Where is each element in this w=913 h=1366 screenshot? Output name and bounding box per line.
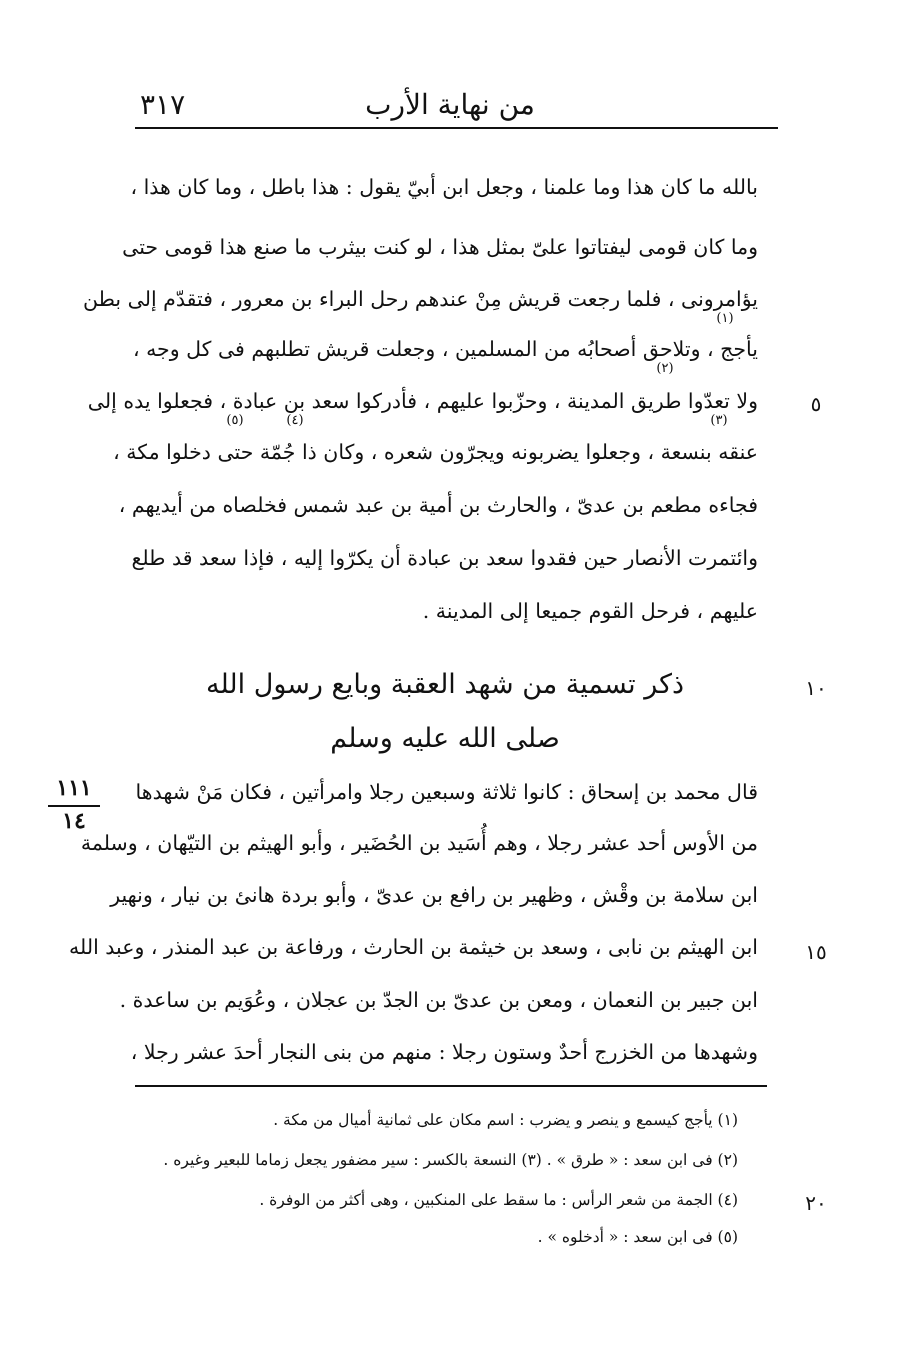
footnote-mark-1: (١) bbox=[716, 311, 734, 326]
body-line-3: يؤامرونى ، فلما رجعت قريش مِنْ عندهم رحل البراء بن معرور ، فتقدّم إلى بطن bbox=[82, 287, 758, 311]
body-line-2: وما كان قومى ليفتاتوا علىّ بمثل هذا ، لو كنت بيثرب ما صنع هذا قومى حتى bbox=[122, 235, 758, 259]
body-line-4: يأجج ، وتلاحق أصحابُه من المسلمين ، وجعلت قريش تطلبهم فى كل وجه ، bbox=[132, 337, 758, 361]
margin-reference-top: ١١١ bbox=[56, 775, 92, 801]
body-line-6: عنقه بنسعة ، وجعلوا يضربونه ويجرّون شعره ، وكان ذا جُمّة حتى دخلوا مكة ، bbox=[113, 440, 758, 464]
footnote-mark-4: (٤) bbox=[286, 413, 304, 428]
footnote-rule bbox=[135, 1085, 767, 1087]
section-line-2: من الأوس أحد عشر رجلا ، وهم أُسَيد بن الحُضَير ، وأبو الهيثم بن التيّهان ، وسلمة bbox=[80, 831, 758, 855]
footnote-2-3: (٢) فى ابن سعد : « طرق » . (٣) النسعة بالكسر : سير مضفور يجعل زماما للبعير وغيره . bbox=[163, 1151, 738, 1169]
body-line-7: فجاءه مطعم بن عدىّ ، والحارث بن أمية بن عبد شمس فخلصاه من أيديهم ، bbox=[118, 493, 758, 517]
footnote-1: (١) يأجج كيسمع و ينصر و يضرب : اسم مكان على ثمانية أميال من مكة . bbox=[273, 1111, 738, 1129]
footnote-mark-2: (٢) bbox=[656, 361, 674, 376]
section-line-1: قال محمد بن إسحاق : كانوا ثلاثة وسبعين رجلا وامرأتين ، فكان مَنْ شهدها bbox=[135, 780, 758, 804]
body-line-8: وائتمرت الأنصار حين فقدوا سعد بن عبادة أن يكرّوا إليه ، فإذا سعد قد طلع bbox=[131, 546, 758, 570]
body-line-1: بالله ما كان هذا وما علمنا ، وجعل ابن أبيّ يقول : هذا باطل ، وما كان هذا ، bbox=[130, 175, 758, 199]
section-line-4: ابن الهيثم بن نابى ، وسعد بن خيثمة بن الحارث ، ورفاعة بن عبد المنذر ، وعبد الله bbox=[69, 935, 758, 959]
footnote-5: (٥) فى ابن سعد : « أدخلوه » . bbox=[537, 1228, 738, 1246]
section-heading-line-2: صلى الله عليه وسلم bbox=[330, 723, 560, 754]
margin-reference-bottom: ١٤ bbox=[62, 808, 86, 834]
margin-line-number-10: ١٠ bbox=[805, 676, 827, 700]
margin-line-number-5: ٥ bbox=[810, 392, 822, 416]
running-title: من نهاية الأرب bbox=[365, 88, 535, 121]
body-line-5: ولا تعدّوا طريق المدينة ، وحزّبوا عليهم ، فأدركوا سعد بن عبادة ، فجعلوا يده إلى bbox=[87, 389, 758, 413]
footnote-mark-5: (٥) bbox=[226, 413, 244, 428]
footnote-4: (٤) الجمة من شعر الرأس : ما سقط على المنكبين ، وهى أكثر من الوفرة . bbox=[259, 1191, 738, 1209]
margin-line-number-15: ١٥ bbox=[805, 940, 827, 964]
section-line-5: ابن جبير بن النعمان ، ومعن بن عدىّ بن الجدّ بن عجلان ، وعُوَيم بن ساعدة . bbox=[119, 988, 758, 1012]
section-line-6: وشهدها من الخزرج أحدٌ وستون رجلا : منهم من بنى النجار أحدَ عشر رجلا ، bbox=[130, 1040, 758, 1064]
margin-line-number-20: ٢٠ bbox=[805, 1191, 827, 1215]
body-line-9: عليهم ، فرحل القوم جميعا إلى المدينة . bbox=[422, 599, 758, 623]
header-rule bbox=[135, 127, 778, 129]
footnote-mark-3: (٣) bbox=[710, 413, 728, 428]
margin-reference-rule bbox=[48, 805, 100, 807]
page-number: ٣١٧ bbox=[140, 88, 186, 121]
section-heading-line-1: ذكر تسمية من شهد العقبة وبايع رسول الله bbox=[205, 669, 684, 700]
section-line-3: ابن سلامة بن وقْش ، وظهير بن رافع بن عدىّ ، وأبو بردة هانئ بن نيار ، ونهير bbox=[110, 883, 758, 907]
